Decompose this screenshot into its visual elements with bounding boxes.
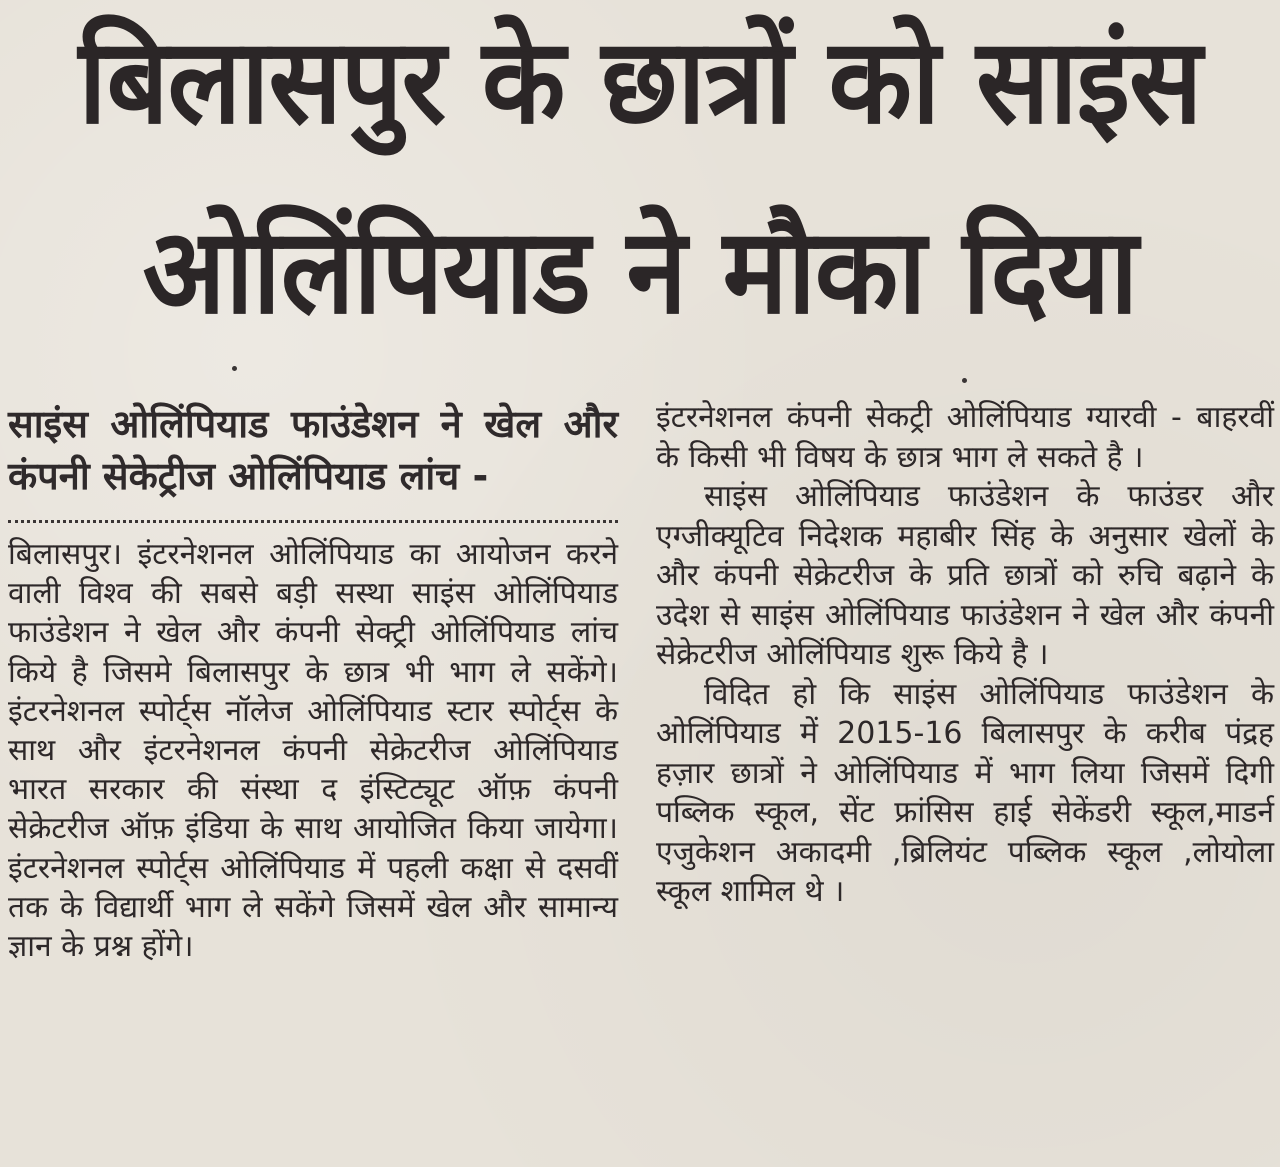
right-column xyxy=(656,398,1274,912)
print-speck xyxy=(962,378,967,383)
left-column-body: बिलासपुर। इंटरनेशनल ओलिंपियाड का आयोजन करने वाली विश्व की सबसे बड़ी सस्था साइंस ओलिंपियाड फाउंडेशन ने खेल और कंपनी सेक्ट्री ओलिंपियाड लांच किये है जिसमे बिलासपुर के छात्र भी भाग ले सकेंगे। इंटरनेशनल स्पोर्ट्स नॉलेज ओलिंपियाड स्टार स्पोर्ट्स के साथ और इंटरनेशनल कंपनी सेक्रेटरीज ओलिंपियाड भारत सरकार की संस्था द इंस्टिट्यूट ऑफ़ कंपनी सेक्रेटरीज ऑफ़ इंडिया के साथ आयोजित किया जायेगा।इंटरनेशनल स्पोर्ट्स ओलिंपियाड में पहली कक्षा से दसवीं तक के विद्यार्थी भाग ले सकेंगे जिसमें खेल और सामान्य ज्ञान के प्रश्न होंगे। xyxy=(8,537,618,965)
dotted-divider xyxy=(8,520,618,523)
right-column-paragraph-1: इंटरनेशनल कंपनी सेकट्री ओलिंपियाड ग्यारवी - बाहरवीं के किसी भी विषय के छात्र भाग ले सकते है । xyxy=(656,400,1274,475)
print-speck xyxy=(232,366,237,371)
headline-line-1: बिलासपुर के छात्रों को साइंस xyxy=(78,12,1202,150)
right-column-paragraph-2: साइंस ओलिंपियाड फाउंडेशन के फाउंडर और एग्जीक्यूटिव निदेशक महाबीर सिंह के अनुसार खेलों के और कंपनी सेक्रेटरीज के प्रति छात्रों को रुचि बढ़ाने के उदेश से साइंस ओलिंपियाड फाउंडेशन ने खेल और कंपनी सेक्रेटरीज ओलिंपियाड शुरू किये है । xyxy=(656,479,1274,672)
right-column-paragraph-3: विदित हो कि साइंस ओलिंपियाड फाउंडेशन के ओलिंपियाड में 2015-16 बिलासपुर के करीब पंद्रह हज़ार छात्रों ने ओलिंपियाड में भाग लिया जिसमें दिगी पब्लिक स्कूल, सेंट फ्रांसिस हाई सेकेंडरी स्कूल,माडर्न एजुकेशन अकादमी ,ब्रिलियंट पब्लिक स्कूल ,लोयोला स्कूल शामिल थे । xyxy=(656,676,1274,909)
subheadline: साइंस ओलिंपियाड फाउंडेशन ने खेल और कंपनी सेकेट्रीज ओलिंपियाड लांच - xyxy=(8,402,618,498)
left-column xyxy=(8,398,618,966)
headline-line-2: ओलिंपियाड ने मौका दिया xyxy=(142,202,1138,340)
